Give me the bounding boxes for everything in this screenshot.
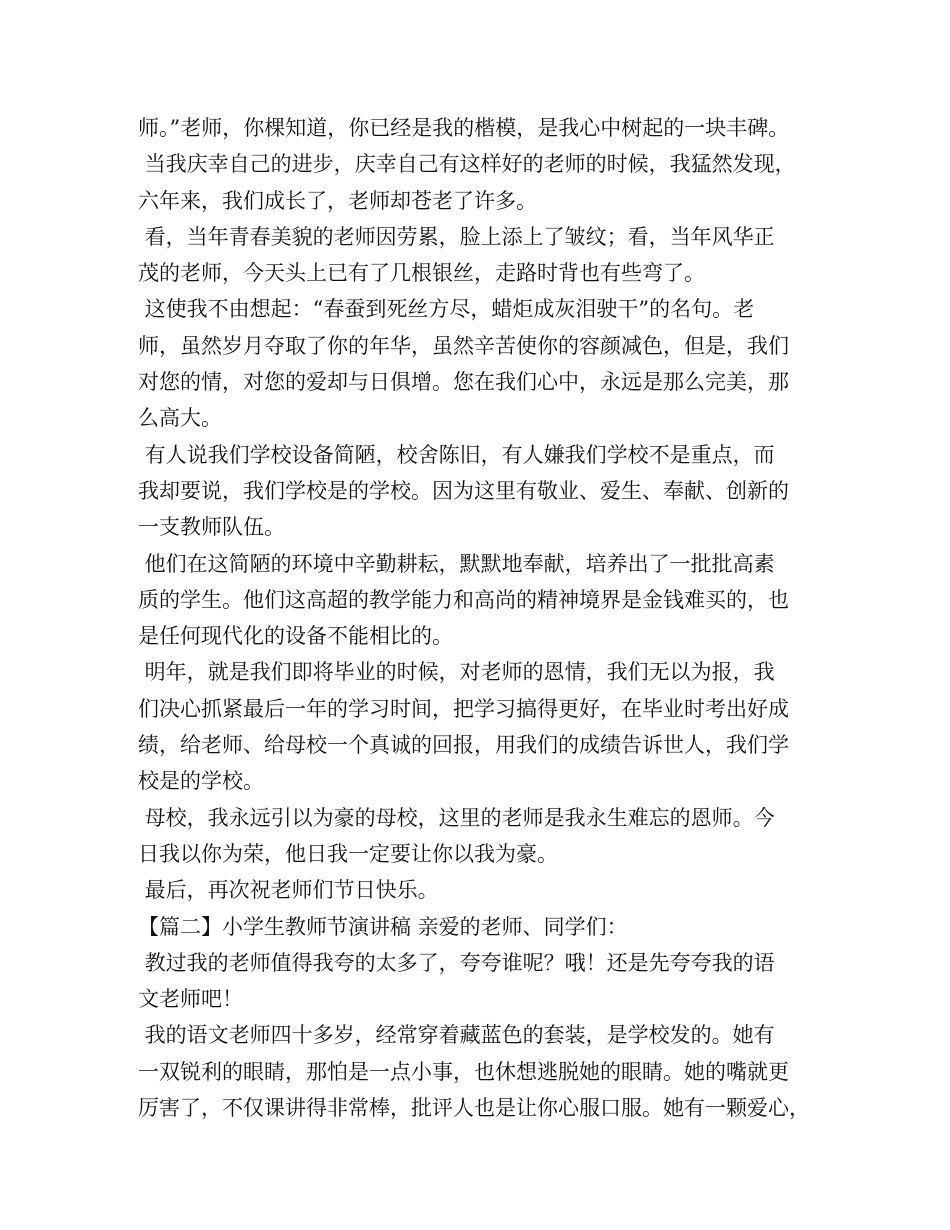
text-line: 这使我不由想起：“春蚕到死丝方尽，蜡炬成灰泪驶干”的名句。老: [138, 297, 755, 322]
text-line: 母校，我永远引以为豪的母校，这里的老师是我永生难忘的恩师。今: [138, 805, 775, 830]
text-line: 我的语文老师四十多岁，经常穿着藏蓝色的套装，是学校发的。她有: [138, 1023, 775, 1048]
text-line: 么高大。: [138, 406, 222, 431]
text-line: 看，当年青春美貌的老师因劳累，脸上添上了皱纹；看，当年风华正: [138, 224, 775, 249]
text-line: 有人说我们学校设备简陋，校舍陈旧，有人嫌我们学校不是重点，而: [138, 442, 775, 467]
document-body-text: [138, 110, 828, 1126]
text-line: 日我以你为荣，他日我一定要让你以我为豪。: [138, 841, 558, 866]
text-line: 最后，再次祝老师们节日快乐。: [138, 878, 439, 903]
text-line: 校是的学校。: [138, 769, 264, 794]
text-line: 质的学生。他们这高超的教学能力和高尚的精神境界是金钱难买的，也: [138, 587, 789, 612]
text-line: 当我庆幸自己的进步，庆幸自己有这样好的老师的时候，我猛然发现，: [138, 152, 796, 177]
section-heading-line: 【篇二】小学生教师节演讲稿 亲爱的老师、同学们：: [138, 914, 628, 939]
text-line: 师。”老师，你棵知道，你已经是我的楷模，是我心中树起的一块丰碑。: [138, 116, 790, 140]
text-line: 明年，就是我们即将毕业的时候，对老师的恩情，我们无以为报，我: [138, 660, 775, 685]
text-line: 六年来，我们成长了，老师却苍老了许多。: [138, 188, 537, 213]
text-line: 文老师吧！: [138, 987, 243, 1012]
text-line: 师，虽然岁月夺取了你的年华，虽然辛苦使你的容颜减色，但是，我们: [138, 333, 789, 358]
text-line: 茂的老师，今天头上已有了几根银丝，走路时背也有些弯了。: [138, 261, 705, 286]
text-line: 一支教师队伍。: [138, 515, 285, 540]
text-line: 绩，给老师、给母校一个真诚的回报，用我们的成绩告诉世人，我们学: [138, 733, 789, 758]
text-line: 们决心抓紧最后一年的学习时间，把学习搞得更好，在毕业时考出好成: [138, 696, 789, 721]
text-line: 他们在这简陋的环境中辛勤耕耘，默默地奉献，培养出了一批批高素: [138, 551, 775, 576]
text-line: 对您的情，对您的爱却与日俱增。您在我们心中，永远是那么完美，那: [138, 370, 789, 395]
text-line: 是任何现代化的设备不能相比的。: [138, 624, 453, 649]
text-line: 厉害了，不仅课讲得非常棒，批评人也是让你心服口服。她有一颗爱心，: [138, 1096, 810, 1121]
text-line: 一双锐利的眼睛，那怕是一点小事，也休想逃脱她的眼睛。她的嘴就更: [138, 1059, 789, 1084]
text-line: 我却要说，我们学校是的学校。因为这里有敬业、爱生、奉献、创新的: [138, 478, 789, 503]
text-line: 教过我的老师值得我夸的太多了，夸夸谁呢？哦！还是先夸夸我的语: [138, 950, 775, 975]
